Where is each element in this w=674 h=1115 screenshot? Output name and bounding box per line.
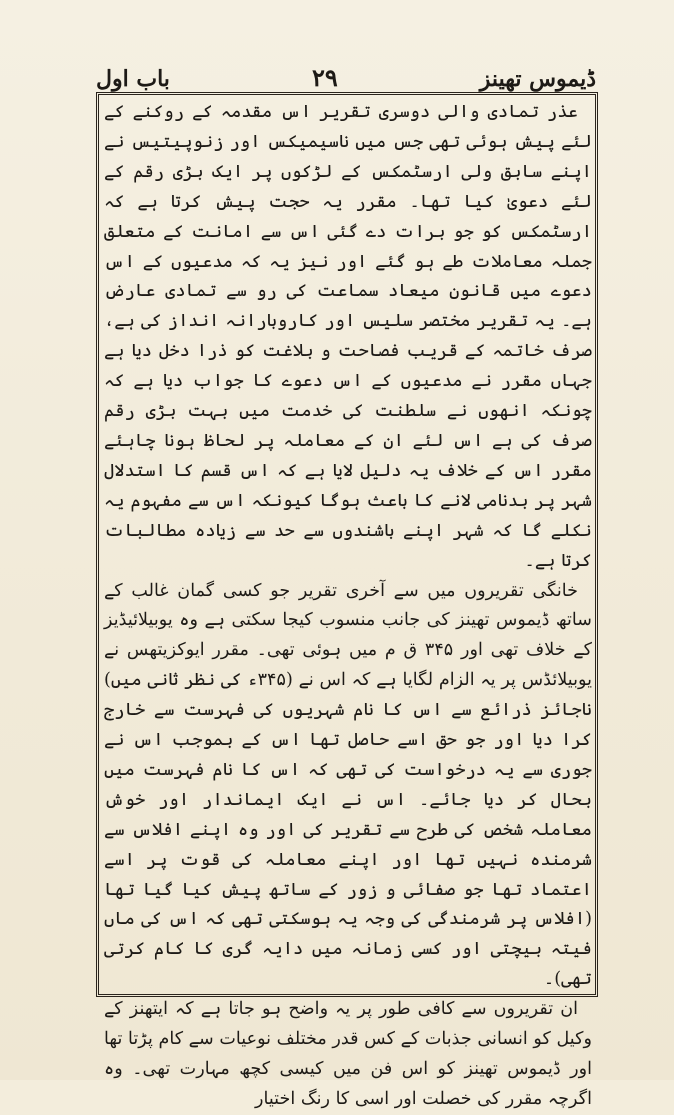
paragraph: عذر تمادی والی دوسری تقریر اس مقدمہ کے روکنے کے لئے پیش ہوئی تھی جس میں ناسیمیکس اور زنوپیتیس نے اپنے سابق ولی ارسٹمکس کے لڑکوں پر ایک بڑی رقم کے لئے دعویٰ کیا تھا۔ مقرر یہ حجت پیش کرتا ہے کہ ارسٹمکس کو جو برات دے گئی اس سے امانت کے متعلق جملہ معاملات طے ہو گئے اور نیز یہ کہ مدعیوں کے اس دعوے میں قانون میعاد سماعت کی رو سے تمادی عارض ہے۔ یہ تقریر مختصر سلیس اور کاروبارانہ انداز کی ہے، صرف خاتمہ کے قریب فصاحت و بلاغت کو ذرا دخل دیا ہے جہاں مقرر نے مدعیوں کے اس دعوے کا جواب دیا ہے کہ چونکہ انھوں نے سلطنت کی خدمت میں بہت بڑی رقم صرف کی ہے اس لئے ان کے معاملہ پر لحاظ ہونا چاہئے مقرر اس کے خلاف یہ دلیل لایا ہے کہ اس قسم کا استدلال شہر پر بدنامی لانے کا باعث ہوگا کیونکہ اس سے مفہوم یہ نکلے گا کہ شہر اپنے باشندوں سے حد سے زیادہ مطالبات کرتا ہے۔: [104, 102, 592, 571]
page-number: ۲۹: [311, 63, 338, 92]
running-chapter-title: باب اول: [96, 66, 170, 92]
body-text: [104, 98, 593, 1109]
page-header: [96, 56, 596, 92]
paragraph: خانگی تقریروں میں سے آخری تقریر جو کسی گمان غالب کے ساتھ ڈیموس تھینز کی جانب منسوب کیجا سکتی ہے وہ یوبیلائیڈیز کے خلاف تھی اور ۳۴۵ ق م میں ہوئی تھی۔ مقرر ایوکزیتھس نے یوبیلائڈس پر یہ الزام لگایا ہے کہ اس نے (۳۴۵ء کی نظر ثانی میں) ناجائز ذرائع سے اس کا نام شہریوں کی فہرست سے خارج کرا دیا اور جو حق اسے حاصل تھا اس کے بموجب اس نے جوری سے یہ درخواست کی تھی کہ اس کا نام فہرست میں بحال کر دیا جائے۔ اس نے ایک ایماندار اور خوش معاملہ شخص کی طرح سے تقریر کی اور وہ اپنے افلاس سے شرمندہ نہیں تھا اور اپنے معاملہ کی قوت پر اسے اعتماد تھا جو صفائی و زور کے ساتھ پیش کیا گیا تھا (افلاس پر شرمندگی کی وجہ یہ ہوسکتی تھی کہ اس کی ماں فیتہ بیچتی اور کسی زمانہ میں دایہ گری کا کام کرتی تھی)۔: [104, 580, 593, 990]
running-book-title: ڈیموس تھینز: [479, 66, 596, 92]
paragraph: ان تقریروں سے کافی طور پر یہ واضح ہو جاتا ہے کہ ایتھنز کے وکیل کو انسانی جذبات کے کس قدر مختلف نوعیات سے کام پڑتا تھا اور ڈیموس تھینز کو اس فن میں کیسی کچھ مہارت تھی۔ وہ اگرچہ مقرر کی خصلت اور اسی کا رنگ اختیار: [104, 999, 592, 1109]
